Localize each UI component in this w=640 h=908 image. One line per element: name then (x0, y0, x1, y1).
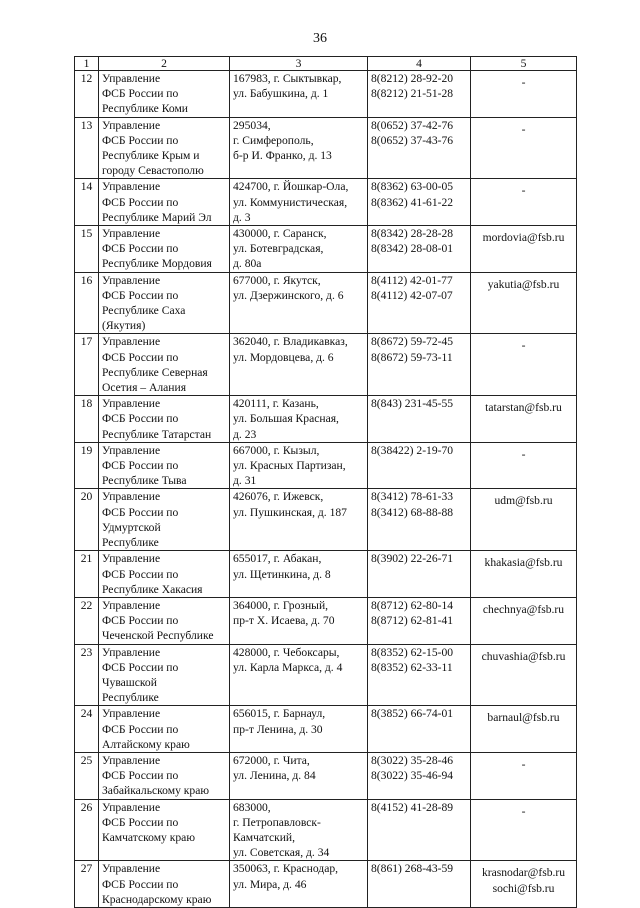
office-name-line: Республике Коми (102, 102, 188, 116)
table-row (75, 226, 577, 273)
address-line: 672000, г. Чита, (233, 753, 310, 767)
fsb-offices-table (74, 56, 577, 908)
phone-number: 8(8712) 62-80-14 (371, 598, 454, 612)
address-cell (230, 71, 368, 118)
office-name-line: ФСБ России по (102, 133, 179, 147)
office-name-line: Республике Северная (102, 365, 208, 379)
address-line: ул. Большая Красная, (233, 412, 339, 426)
address-line: 428000, г. Чебоксары, (233, 645, 340, 659)
office-name-line: Управление (102, 552, 161, 566)
office-name-line: ФСБ России по (102, 567, 179, 581)
phones-cell (368, 442, 471, 489)
row-number: 12 (75, 71, 99, 118)
office-name-line: Республике Мордовия (102, 257, 212, 271)
row-number: 17 (75, 334, 99, 396)
address-cell (230, 117, 368, 179)
column-header-phones: 4 (368, 57, 471, 71)
phone-number: 8(3852) 66-74-01 (371, 707, 454, 721)
phones-cell (368, 489, 471, 551)
office-name-cell (99, 489, 230, 551)
row-number: 27 (75, 861, 99, 908)
office-name-line: Республике Саха (102, 304, 186, 318)
office-name-line: Забайкальскому краю (102, 784, 210, 798)
table-row (75, 799, 577, 861)
table-row (75, 706, 577, 753)
phones-cell (368, 752, 471, 799)
office-name-line: ФСБ России по (102, 614, 179, 628)
address-line: Камчатский, (233, 830, 296, 844)
address-cell (230, 861, 368, 908)
office-name-line: Республике Марий Эл (102, 210, 212, 224)
office-name-line: Республике Хакасия (102, 582, 203, 596)
office-name-cell (99, 644, 230, 706)
office-name-line: Управление (102, 753, 161, 767)
office-name-cell (99, 226, 230, 273)
email-address: mordovia@fsb.ru (482, 231, 565, 245)
address-line: ул. Красных Партизан, (233, 459, 346, 473)
address-cell (230, 396, 368, 443)
email-address: - (521, 76, 526, 89)
table-header-row (75, 57, 577, 71)
column-header-address: 3 (230, 57, 368, 71)
table-row (75, 396, 577, 443)
email-address: - (521, 122, 526, 136)
column-header-number: 1 (75, 57, 99, 71)
office-name-line: городу Севастополю (102, 164, 204, 178)
phone-number: 8(8342) 28-28-28 (371, 227, 454, 241)
column-header-email: 5 (471, 57, 577, 71)
table-row (75, 117, 577, 179)
office-name-line: Управление (102, 397, 161, 411)
address-line: д. 80а (233, 257, 262, 271)
office-name-cell (99, 117, 230, 179)
table-row (75, 489, 577, 551)
phone-number: 8(4112) 42-01-77 (371, 273, 453, 287)
phone-number: 8(3412) 68-88-88 (371, 505, 454, 519)
address-line: ул. Ленина, д. 84 (233, 769, 316, 783)
email-address: - (521, 804, 526, 818)
email-cell (471, 396, 577, 443)
office-name-line: Управление (102, 273, 161, 287)
office-name-line: Управление (102, 490, 161, 504)
office-name-cell (99, 706, 230, 753)
phones-cell (368, 861, 471, 908)
office-name-line: Управление (102, 335, 161, 349)
office-name-line: ФСБ России по (102, 877, 179, 891)
address-cell (230, 706, 368, 753)
table-row (75, 272, 577, 334)
address-line: 655017, г. Абакан, (233, 552, 322, 566)
office-name-cell (99, 71, 230, 118)
address-line: пр-т Х. Исаева, д. 70 (233, 614, 335, 628)
address-line: ул. Мордовцева, д. 6 (233, 350, 334, 364)
row-number: 19 (75, 442, 99, 489)
phones-cell (368, 799, 471, 861)
address-line: пр-т Ленина, д. 30 (233, 722, 323, 736)
phones-cell (368, 272, 471, 334)
address-cell (230, 644, 368, 706)
email-cell (471, 117, 577, 179)
office-name-line: Чувашской (102, 675, 157, 689)
phones-cell (368, 179, 471, 226)
office-name-line: Управление (102, 800, 161, 814)
address-line: 667000, г. Кызыл, (233, 443, 320, 457)
office-name-cell (99, 861, 230, 908)
row-number: 14 (75, 179, 99, 226)
email-cell (471, 334, 577, 396)
address-cell (230, 226, 368, 273)
email-address: barnaul@fsb.ru (487, 711, 560, 725)
table-row (75, 442, 577, 489)
address-line: 350063, г. Краснодар, (233, 862, 339, 876)
row-number: 13 (75, 117, 99, 179)
office-name-line: Алтайскому краю (102, 737, 190, 751)
phone-number: 8(38422) 2-19-70 (371, 443, 454, 457)
office-name-cell (99, 179, 230, 226)
office-name-line: Республике Крым и (102, 149, 200, 163)
office-name-line: Управление (102, 707, 161, 721)
address-line: ул. Щетинкина, д. 8 (233, 567, 331, 581)
office-name-cell (99, 396, 230, 443)
office-name-line: ФСБ России по (102, 288, 179, 302)
table-row (75, 179, 577, 226)
phone-number: 8(3902) 22-26-71 (371, 552, 454, 566)
address-line: 656015, г. Барнаул, (233, 707, 326, 721)
office-name-line: ФСБ России по (102, 505, 179, 519)
row-number: 25 (75, 752, 99, 799)
table-row (75, 597, 577, 644)
address-line: 295034, (233, 118, 271, 132)
row-number: 21 (75, 551, 99, 598)
office-name-line: Управление (102, 72, 161, 85)
office-name-line: Камчатскому краю (102, 830, 195, 844)
office-name-line: (Якутия) (102, 319, 146, 333)
phone-number: 8(3022) 35-46-94 (371, 769, 454, 783)
address-line: 362040, г. Владикавказ, (233, 335, 348, 349)
email-address: sochi@fsb.ru (492, 881, 555, 895)
office-name-cell (99, 551, 230, 598)
email-address: khakasia@fsb.ru (484, 556, 563, 570)
office-name-cell (99, 442, 230, 489)
phone-number: 8(843) 231-45-55 (371, 397, 454, 411)
email-cell (471, 442, 577, 489)
office-name-line: ФСБ России по (102, 87, 179, 101)
row-number: 15 (75, 226, 99, 273)
office-name-line: Республике (102, 691, 159, 705)
phone-number: 8(8672) 59-73-11 (371, 350, 453, 364)
phones-cell (368, 551, 471, 598)
email-cell (471, 597, 577, 644)
email-address: - (521, 339, 526, 353)
office-name-line: Управление (102, 118, 161, 132)
row-number: 23 (75, 644, 99, 706)
office-name-line: ФСБ России по (102, 815, 179, 829)
office-name-line: Управление (102, 645, 161, 659)
office-name-cell (99, 752, 230, 799)
email-cell (471, 706, 577, 753)
email-cell (471, 861, 577, 908)
address-line: 677000, г. Якутск, (233, 273, 321, 287)
phones-cell (368, 396, 471, 443)
address-line: ул. Мира, д. 46 (233, 877, 307, 891)
address-cell (230, 597, 368, 644)
office-name-line: Управление (102, 862, 161, 876)
email-address: udm@fsb.ru (494, 494, 553, 508)
office-name-line: Управление (102, 598, 161, 612)
address-cell (230, 799, 368, 861)
column-header-name: 2 (99, 57, 230, 71)
email-cell (471, 799, 577, 861)
phone-number: 8(8352) 62-15-00 (371, 645, 454, 659)
office-name-cell (99, 334, 230, 396)
address-line: ул. Бабушкина, д. 1 (233, 87, 329, 101)
office-name-line: Управление (102, 180, 161, 194)
office-name-line: ФСБ России по (102, 722, 179, 736)
address-cell (230, 752, 368, 799)
email-address: - (521, 757, 526, 771)
office-name-line: Краснодарскому краю (102, 892, 212, 906)
office-name-line: ФСБ России по (102, 350, 179, 364)
phones-cell (368, 226, 471, 273)
address-cell (230, 334, 368, 396)
office-name-line: Республике (102, 536, 159, 550)
phone-number: 8(8212) 21-51-28 (371, 87, 454, 101)
email-cell (471, 644, 577, 706)
phone-number: 8(8342) 28-08-01 (371, 242, 454, 256)
address-line: 424700, г. Йошкар-Ола, (233, 180, 349, 194)
row-number: 26 (75, 799, 99, 861)
email-cell (471, 179, 577, 226)
phone-number: 8(0652) 37-42-76 (371, 118, 454, 132)
table-row (75, 334, 577, 396)
address-line: 683000, (233, 800, 271, 814)
office-name-line: ФСБ России по (102, 459, 179, 473)
office-name-line: ФСБ России по (102, 242, 179, 256)
phone-number: 8(3022) 35-28-46 (371, 753, 454, 767)
phones-cell (368, 117, 471, 179)
address-line: ул. Советская, д. 34 (233, 846, 330, 860)
phone-number: 8(8362) 63-00-05 (371, 180, 454, 194)
address-cell (230, 179, 368, 226)
table-row (75, 752, 577, 799)
office-name-line: Республике Татарстан (102, 427, 212, 441)
email-address: chuvashia@fsb.ru (481, 649, 566, 663)
phone-number: 8(4152) 41-28-89 (371, 800, 454, 814)
address-line: г. Петропавловск- (233, 815, 321, 829)
office-name-line: Чеченской Республике (102, 629, 214, 643)
phones-cell (368, 334, 471, 396)
email-cell (471, 71, 577, 118)
email-cell (471, 551, 577, 598)
office-name-line: Управление (102, 443, 161, 457)
row-number: 16 (75, 272, 99, 334)
email-address: tatarstan@fsb.ru (485, 401, 562, 415)
address-line: 420111, г. Казань, (233, 397, 319, 411)
office-name-line: ФСБ России по (102, 769, 179, 783)
address-line: 364000, г. Грозный, (233, 598, 329, 612)
email-address: chechnya@fsb.ru (482, 602, 565, 616)
office-name-line: ФСБ России по (102, 660, 179, 674)
phone-number: 8(8712) 62-81-41 (371, 614, 454, 628)
email-address: yakutia@fsb.ru (487, 277, 560, 291)
row-number: 20 (75, 489, 99, 551)
address-line: ул. Ботевградская, (233, 242, 324, 256)
address-line: ул. Дзержинского, д. 6 (233, 288, 344, 302)
address-cell (230, 442, 368, 489)
address-line: д. 3 (233, 210, 251, 224)
address-line: 426076, г. Ижевск, (233, 490, 324, 504)
office-name-line: Осетия – Алания (102, 381, 187, 395)
address-line: ул. Пушкинская, д. 187 (233, 505, 347, 519)
table-row (75, 551, 577, 598)
phone-number: 8(8352) 62-33-11 (371, 660, 453, 674)
office-name-line: Республике Тыва (102, 474, 187, 488)
phones-cell (368, 597, 471, 644)
table-row (75, 644, 577, 706)
row-number: 24 (75, 706, 99, 753)
email-cell (471, 272, 577, 334)
address-line: ул. Коммунистическая, (233, 195, 348, 209)
phone-number: 8(8212) 28-92-20 (371, 72, 454, 85)
address-line: г. Симферополь, (233, 133, 314, 147)
phone-number: 8(4112) 42-07-07 (371, 288, 453, 302)
email-cell (471, 752, 577, 799)
table-row (75, 861, 577, 908)
email-cell (471, 489, 577, 551)
office-name-cell (99, 597, 230, 644)
address-line: д. 23 (233, 427, 257, 441)
phones-cell (368, 644, 471, 706)
address-cell (230, 272, 368, 334)
phones-cell (368, 706, 471, 753)
email-address: - (521, 447, 526, 461)
address-line: 167983, г. Сыктывкар, (233, 72, 342, 85)
address-line: 430000, г. Саранск, (233, 227, 327, 241)
address-cell (230, 489, 368, 551)
phone-number: 8(8362) 41-61-22 (371, 195, 454, 209)
email-address: krasnodar@fsb.ru (481, 866, 566, 880)
office-name-cell (99, 799, 230, 861)
row-number: 22 (75, 597, 99, 644)
page-number: 36 (313, 31, 327, 46)
phone-number: 8(8672) 59-72-45 (371, 335, 454, 349)
address-line: ул. Карла Маркса, д. 4 (233, 660, 343, 674)
table-row (75, 71, 577, 118)
office-name-line: ФСБ России по (102, 195, 179, 209)
phone-number: 8(861) 268-43-59 (371, 862, 454, 876)
office-name-line: ФСБ России по (102, 412, 179, 426)
email-cell (471, 226, 577, 273)
phone-number: 8(3412) 78-61-33 (371, 490, 454, 504)
office-name-line: Управление (102, 227, 161, 241)
address-line: д. 31 (233, 474, 257, 488)
office-name-line: Удмуртской (102, 520, 161, 534)
phones-cell (368, 71, 471, 118)
address-cell (230, 551, 368, 598)
email-address: - (521, 184, 526, 198)
address-line: б-р И. Франко, д. 13 (233, 149, 332, 163)
phone-number: 8(0652) 37-43-76 (371, 133, 454, 147)
office-name-cell (99, 272, 230, 334)
row-number: 18 (75, 396, 99, 443)
